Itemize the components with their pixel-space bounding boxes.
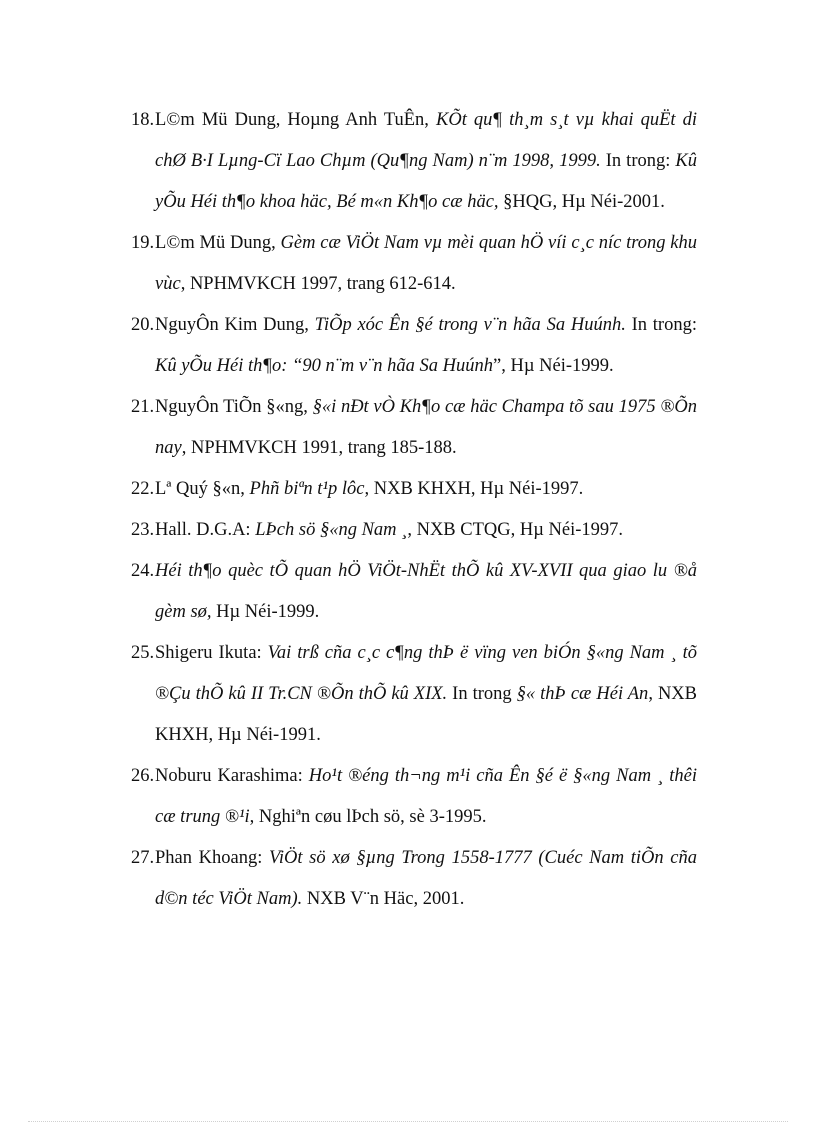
reference-title: KÕt qu¶ th¸m s¸t vµ khai quËt di chØ B·I Lµng-Cï Lao Chµm (Qu¶ng Nam) n¨m 1998, 1999. bbox=[155, 110, 698, 171]
reference-number: 20. bbox=[131, 315, 155, 335]
reference-text: Hµ Néi-1999. bbox=[211, 602, 320, 622]
reference-text: , NXB KHXH, Hµ Néi-1997. bbox=[364, 479, 584, 499]
reference-text: Hall. D.G.A: bbox=[155, 520, 256, 540]
reference-item bbox=[131, 510, 697, 551]
reference-title: TiÕp xóc Ên §é trong v¨n hãa Sa Huúnh. bbox=[314, 315, 626, 335]
reference-text: NXB V¨n Häc, 2001. bbox=[302, 889, 465, 909]
reference-item bbox=[131, 551, 697, 633]
reference-title: ViÖt sö xø §µng Trong 1558-1777 (Cuéc Nam tiÕn cña d©n téc ViÖt Nam). bbox=[155, 848, 697, 909]
reference-title: Gèm cæ ViÖt Nam vµ mèi quan hÖ víi c¸c níc trong khu vùc bbox=[155, 233, 697, 294]
reference-title: Kû yÕu Héi th¶o khoa häc, Bé m«n Kh¶o cæ häc, bbox=[155, 151, 697, 212]
reference-item bbox=[131, 469, 697, 510]
reference-text: , NXB CTQG, Hµ Néi-1997. bbox=[407, 520, 624, 540]
reference-text: In trong bbox=[447, 684, 517, 704]
reference-number: 21. bbox=[131, 397, 155, 417]
reference-text: In trong: bbox=[625, 315, 697, 335]
reference-title: §« thÞ cæ Héi An bbox=[516, 684, 649, 704]
reference-text: , NPHMVKCH 1991, trang 185-188. bbox=[181, 438, 457, 458]
reference-number: 19. bbox=[131, 233, 155, 253]
reference-text: , NPHMVKCH 1997, trang 612-614. bbox=[180, 274, 456, 294]
reference-text: ”, Hµ Néi-1999. bbox=[493, 356, 614, 376]
reference-title: LÞch sö §«ng Nam ¸ bbox=[255, 520, 408, 540]
reference-number: 26. bbox=[131, 766, 155, 786]
reference-number: 25. bbox=[131, 643, 155, 663]
reference-text: Phan Khoang: bbox=[155, 848, 269, 868]
reference-number: 18. bbox=[131, 110, 155, 130]
reference-number: 22. bbox=[131, 479, 155, 499]
reference-item bbox=[131, 838, 697, 920]
reference-title: Kû yÕu Héi th¶o: “90 n¨m v¨n hãa Sa Huúnh bbox=[155, 356, 494, 376]
reference-text: NguyÔn TiÕn §«ng, bbox=[155, 397, 313, 417]
reference-text: L©m Mü Dung, Hoµng Anh TuÊn, bbox=[155, 110, 436, 130]
reference-text: , Nghiªn cøu lÞch sö, sè 3-1995. bbox=[249, 807, 487, 827]
reference-text: §HQG, Hµ Néi-2001. bbox=[503, 192, 665, 212]
reference-item bbox=[131, 100, 697, 223]
reference-title: §«i nÐt vÒ Kh¶o cæ häc Champa tõ sau 1975 ®Õn nay bbox=[155, 397, 697, 458]
reference-number: 27. bbox=[131, 848, 155, 868]
reference-text: NguyÔn Kim Dung, bbox=[155, 315, 315, 335]
reference-number: 24. bbox=[131, 561, 155, 581]
reference-list bbox=[131, 100, 697, 920]
reference-item bbox=[131, 756, 697, 838]
reference-text: , NXB KHXH, Hµ Néi-1991. bbox=[155, 684, 697, 745]
reference-title: Héi th¶o quèc tÕ quan hÖ ViÖt-NhËt thÕ kû XV-XVII qua giao lu ®å gèm sø, bbox=[155, 561, 697, 622]
reference-number: 23. bbox=[131, 520, 155, 540]
reference-item bbox=[131, 633, 697, 756]
reference-title: Phñ biªn t¹p lôc bbox=[249, 479, 365, 499]
reference-item bbox=[131, 223, 697, 305]
reference-text: Lª Quý §«n, bbox=[155, 479, 250, 499]
reference-item bbox=[131, 387, 697, 469]
page-bottom-rule bbox=[28, 1121, 788, 1122]
reference-title: Vai trß cña c¸c c¶ng thÞ ë vïng ven biÓn §«ng Nam ¸ tõ ®Çu thÕ kû II Tr.CN ®Õn thÕ kû XIX. bbox=[155, 643, 698, 704]
reference-title: Ho¹t ®éng th¬ng m¹i cña Ên §é ë §«ng Nam ¸ thêi cæ trung ®¹i bbox=[155, 766, 697, 827]
reference-text: In trong: bbox=[600, 151, 676, 171]
reference-item bbox=[131, 305, 697, 387]
reference-text: Shigeru Ikuta: bbox=[155, 643, 268, 663]
reference-text: Noburu Karashima: bbox=[155, 766, 309, 786]
reference-text: L©m Mü Dung, bbox=[155, 233, 281, 253]
